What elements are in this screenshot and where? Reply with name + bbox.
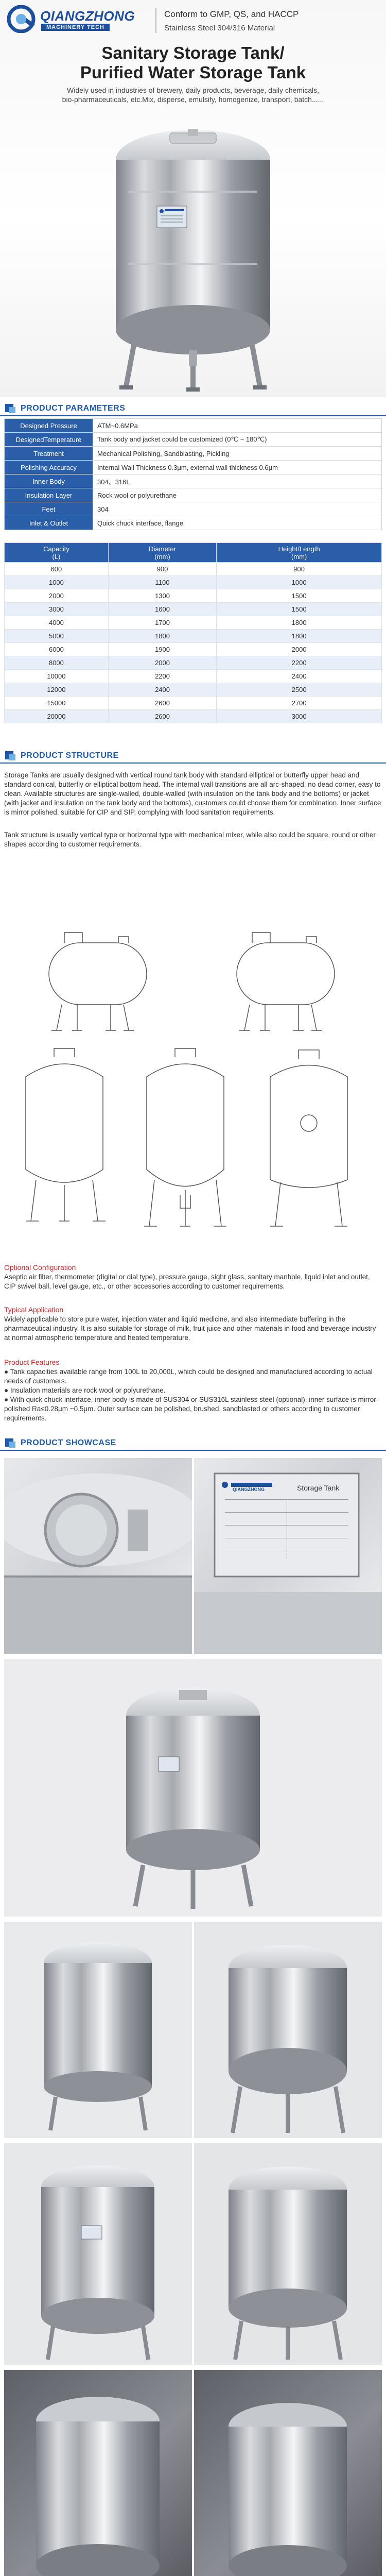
section-header-showcase	[0, 1435, 386, 1451]
parameter-value: Mechanical Polishing, Sandblasting, Pickling	[93, 447, 382, 461]
parameter-value: Quick chuck interface, flange	[93, 516, 382, 530]
feature-item: ● With quick chuck interface, inner body is made of SUS304 or SUS316L stainless steel (optional), inner surface is mirror-polished Ra≤0.28μm ~0.5μm. Outer surface can be polished, brushed, sandblasted or others according to customer requirements.	[4, 1396, 379, 1422]
typical-application-text: Widely applicable to store pure water, injection water and liquid medicine, and also intermediate buffering in the pharmaceutical industry. It is also suitable for storage of milk, fruit juice and other materials in food and beverage industry at normal atmospheric temperature and heated temperature.	[4, 1315, 376, 1342]
capacity-row	[5, 656, 382, 670]
section-square-icon	[9, 407, 15, 413]
brand-name: QIANGZHONG	[40, 8, 135, 24]
diameter-cell: 2600	[108, 710, 216, 723]
height-cell: 2500	[217, 683, 382, 697]
parameter-value: Internal Wall Thickness 0.3μm, external wall thickness 0.6μm	[93, 461, 382, 474]
height-cell: 1800	[217, 630, 382, 643]
showcase-photo-tank-jacketed	[4, 2143, 192, 2365]
parameter-value: ATM~0.6MPa	[93, 419, 382, 433]
height-cell: 1000	[217, 576, 382, 589]
parameter-row	[5, 488, 382, 502]
capacity-row	[5, 710, 382, 723]
showcase-photo-tank-workshop	[4, 2370, 192, 2576]
hero-title-line1: Sanitary Storage Tank/	[101, 43, 285, 62]
capacity-table	[4, 543, 382, 723]
showcase-photo-nameplate	[194, 1458, 382, 1654]
brand-subtitle: MACHINERY TECH	[41, 24, 110, 31]
diameter-cell: 1300	[108, 589, 216, 603]
showcase-photo-tank-factory	[194, 2370, 382, 2576]
diameter-cell: 2200	[108, 670, 216, 683]
diameter-cell: 1900	[108, 643, 216, 656]
product-features-title: Product Features	[4, 1358, 60, 1366]
height-cell: 2400	[217, 670, 382, 683]
header-logo-row	[7, 5, 379, 36]
capacity-cell: 1000	[5, 576, 109, 589]
diameter-cell: 1600	[108, 603, 216, 616]
capacity-cell: 10000	[5, 670, 109, 683]
horizontal-tank-diagram	[237, 933, 335, 1030]
section-square-icon	[9, 754, 15, 760]
vertical-tank-diagram	[26, 1048, 106, 1221]
capacity-cell: 6000	[5, 643, 109, 656]
structure-paragraph-2: Tank structure is usually vertical type or horizontal type with mechanical mixer, while also could be square, round or other shapes according to customer requirements.	[4, 831, 376, 848]
height-cell: 3000	[217, 710, 382, 723]
parameter-row	[5, 447, 382, 461]
parameters-table	[4, 418, 382, 530]
capacity-row	[5, 670, 382, 683]
capacity-row	[5, 603, 382, 616]
parameter-row	[5, 419, 382, 433]
hero-title-line2: Purified Water Storage Tank	[80, 63, 306, 82]
header-divider	[155, 8, 156, 33]
diameter-cell: 900	[108, 563, 216, 576]
section-header-structure	[0, 748, 386, 764]
hero-description: Widely used in industries of brewery, daily products, beverage, daily chemicals, bio-pharmaceuticals, etc.Mix, disperse, emulsify, homogenize, transport, batch......	[62, 86, 324, 104]
capacity-row	[5, 576, 382, 589]
material-text: Stainless Steel 304/316 Material	[164, 24, 275, 32]
diameter-header: Diameter (mm)	[108, 543, 216, 563]
showcase-photo-tank-top	[4, 1458, 192, 1654]
section-title: PRODUCT SHOWCASE	[21, 1438, 116, 1447]
height-cell: 1500	[217, 603, 382, 616]
capacity-cell: 8000	[5, 656, 109, 670]
showcase-photo-tank-full	[4, 1659, 382, 1917]
capacity-row	[5, 643, 382, 656]
parameter-key: Polishing Accuracy	[5, 461, 93, 474]
capacity-row	[5, 563, 382, 576]
parameter-key: DesignedTemperature	[5, 433, 93, 447]
capacity-header-row	[5, 543, 382, 563]
height-cell: 2000	[217, 643, 382, 656]
capacity-cell: 4000	[5, 616, 109, 630]
parameter-value: 304	[93, 502, 382, 516]
typical-application-title: Typical Application	[4, 1306, 64, 1314]
diameter-cell: 2000	[108, 656, 216, 670]
hero-tank-image	[98, 129, 288, 392]
section-rule	[0, 1450, 386, 1451]
section-rule	[0, 762, 386, 764]
capacity-row	[5, 630, 382, 643]
horizontal-tank-diagram	[49, 933, 147, 1030]
capacity-row	[5, 616, 382, 630]
diameter-cell: 2400	[108, 683, 216, 697]
showcase-photo-tank-vertical	[4, 1922, 192, 2138]
parameter-key: Insulation Layer	[5, 488, 93, 502]
optional-config-text: Aseptic air filter, thermometer (digital or dial type), pressure gauge, sight glass, sanitary manhole, liquid inlet and outlet, CIP swivel ball, level gauge, etc., or other accessories according to customer requirements.	[4, 1273, 370, 1290]
capacity-row	[5, 697, 382, 710]
structure-paragraph-1: Storage Tanks are usually designed with vertical round tank body with standard elliptical or butterfly upper head and standard conical, butterfly or elliptical bottom head. The internal wall transitions are all arc-shaped, no dead corner, easy to clean. Available structures are single-walled, double-walled (with insulation on the tank body and the bottoms) or jacket (with jacket and insulation on the tank body and the bottoms), customers could choose them for combination. Inner surface is mirror polished, suitable for CIP and SIP, complying with food sanitation requirements.	[4, 771, 381, 816]
nameplate-title: Storage Tank	[297, 1484, 340, 1492]
feature-item: ● Tank capacities available range from 100L to 20,000L, which could be designed and manufactured according to actual needs of customers.	[4, 1368, 373, 1385]
section-rule	[0, 415, 386, 416]
capacity-row	[5, 589, 382, 603]
product-features-list	[4, 1367, 382, 1423]
parameter-key: Designed Pressure	[5, 419, 93, 433]
feature-item: ● Insulation materials are rock wool or polyurethane.	[4, 1386, 166, 1394]
height-cell: 900	[217, 563, 382, 576]
nameplate-brand: QIANGZHONG	[233, 1487, 265, 1492]
diameter-cell: 2600	[108, 697, 216, 710]
parameter-value: 304、316L	[93, 474, 382, 488]
parameter-value: Rock wool or polyurethane	[93, 488, 382, 502]
section-title: PRODUCT PARAMETERS	[21, 404, 126, 413]
showcase-photo-tank-pair	[194, 2143, 382, 2365]
capacity-cell: 15000	[5, 697, 109, 710]
optional-config-title: Optional Configuration	[4, 1263, 76, 1272]
capacity-cell: 20000	[5, 710, 109, 723]
height-header: Height/Length (mm)	[217, 543, 382, 563]
parameter-row	[5, 502, 382, 516]
section-header-parameters	[0, 401, 386, 416]
capacity-cell: 12000	[5, 683, 109, 697]
vertical-tank-diagram	[270, 1050, 347, 1226]
parameter-row	[5, 474, 382, 488]
capacity-cell: 600	[5, 563, 109, 576]
capacity-header: Capacity (L)	[5, 543, 109, 563]
height-cell: 2700	[217, 697, 382, 710]
parameter-key: Inner Body	[5, 474, 93, 488]
hero-banner	[0, 0, 386, 397]
conform-text: Conform to GMP, QS, and HACCP	[164, 9, 299, 19]
structure-diagrams	[0, 922, 386, 1257]
diameter-cell: 1700	[108, 616, 216, 630]
brand-logo-icon	[7, 5, 37, 33]
height-cell: 2200	[217, 656, 382, 670]
height-cell: 1500	[217, 589, 382, 603]
parameter-key: Inlet & Outlet	[5, 516, 93, 530]
diameter-cell: 1800	[108, 630, 216, 643]
parameter-row	[5, 433, 382, 447]
section-title: PRODUCT STRUCTURE	[21, 751, 119, 760]
showcase-photo-tank-legs	[194, 1922, 382, 2138]
parameter-row	[5, 461, 382, 474]
parameter-row	[5, 516, 382, 530]
parameter-value: Tank body and jacket could be customized (0℃ ~ 180℃)	[93, 433, 382, 447]
capacity-cell: 5000	[5, 630, 109, 643]
capacity-cell: 3000	[5, 603, 109, 616]
diameter-cell: 1100	[108, 576, 216, 589]
vertical-tank-diagram	[144, 1048, 226, 1226]
parameter-key: Treatment	[5, 447, 93, 461]
height-cell: 1800	[217, 616, 382, 630]
capacity-row	[5, 683, 382, 697]
section-square-icon	[9, 1442, 15, 1448]
parameter-key: Feet	[5, 502, 93, 516]
capacity-cell: 2000	[5, 589, 109, 603]
